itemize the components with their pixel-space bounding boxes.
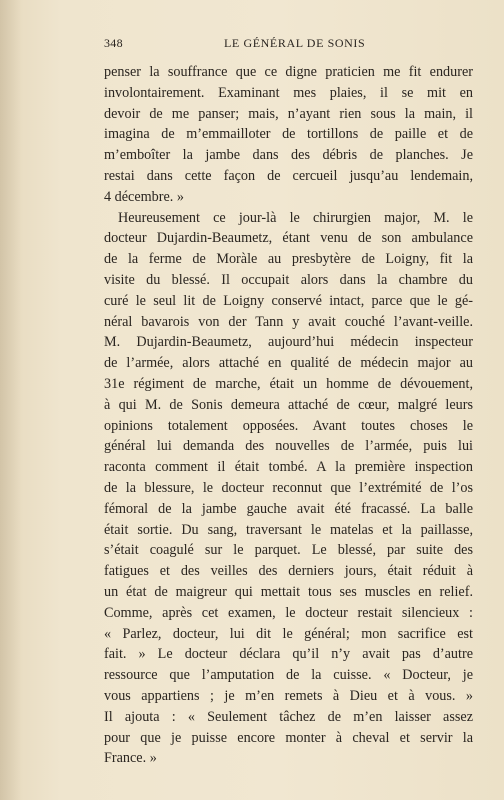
- text-line: Il ajouta : « Seulement tâchez de m’en laisser assez: [104, 708, 473, 725]
- paragraph-start-line: Heureusement ce jour-là le chirurgien major, M. le: [118, 209, 473, 226]
- text-line: fatigues et des veilles des derniers jours, était réduit à: [104, 563, 473, 580]
- text-line: France. »: [104, 750, 157, 767]
- text-line: M. Dujardin-Beaumetz, aujourd’hui médecin inspecteur: [104, 334, 473, 351]
- running-title: LE GÉNÉRAL DE SONIS: [224, 36, 366, 50]
- text-line: docteur Dujardin-Beaumetz, étant venu de son ambulance: [104, 230, 473, 247]
- text-line: raconta comment il était tombé. A la première inspection: [104, 459, 473, 476]
- text-line: s’était coagulé sur le parquet. Le blessé, par suite des: [104, 542, 473, 559]
- text-line: involontairement. Examinant mes plaies, il se mit en: [104, 84, 473, 101]
- text-line: était sortie. Du sang, traversant le matelas et la paillasse,: [104, 521, 473, 538]
- text-line: pour que je puisse encore monter à cheval et servir la: [104, 729, 473, 746]
- text-line: ressource que l’amputation de la cuisse. « Docteur, je: [104, 667, 473, 684]
- text-line: de l’armée, alors attaché en qualité de médecin major au: [104, 355, 473, 372]
- text-line: général lui demanda des nouvelles de l’armée, puis lui: [104, 438, 473, 455]
- text-line: néral bavarois von der Tann y avait couché l’avant-veille.: [104, 313, 473, 330]
- body-text: [104, 62, 473, 769]
- text-line: 4 décembre. »: [104, 188, 184, 205]
- text-line: curé le seul lit de Loigny conservé intact, parce que le gé-: [104, 292, 473, 309]
- text-line: un état de maigreur qui mettait tous ses muscles en relief.: [104, 583, 473, 600]
- text-line: fémoral de la jambe gauche avait été fracassé. La balle: [104, 500, 473, 517]
- text-line: de la blessure, le docteur reconnut que l’extrémité de l’os: [104, 479, 473, 496]
- page-binding-shadow: [0, 0, 22, 800]
- page-header: [104, 36, 476, 52]
- text-line: m’emboîter la jambe dans des débris de planches. Je: [104, 147, 473, 164]
- text-line: devoir de me panser; mais, n’ayant rien sous la main, il: [104, 105, 473, 122]
- text-line: vous appartiens ; je m’en remets à Dieu et à vous. »: [104, 687, 473, 704]
- text-line: visite du blessé. Il occupait alors dans la chambre du: [104, 271, 473, 288]
- text-line: opinions totalement opposées. Avant toutes choses le: [104, 417, 473, 434]
- text-line: de la ferme de Moràle au presbytère de Loigny, fit la: [104, 251, 473, 268]
- text-line: Comme, après cet examen, le docteur restait silencieux :: [104, 604, 473, 621]
- text-line: penser la souffrance que ce digne praticien me fit endurer: [104, 64, 473, 80]
- page-number: 348: [104, 36, 123, 50]
- text-line: 31e régiment de marche, était un homme de dévouement,: [104, 375, 473, 392]
- text-line: fait. » Le docteur déclara qu’il n’y avait pas d’autre: [104, 646, 473, 663]
- text-line: « Parlez, docteur, lui dit le général; mon sacrifice est: [104, 625, 473, 642]
- text-line: imagina de m’emmailloter de tortillons de paille et de: [104, 126, 473, 143]
- text-line: restai dans cette façon de cercueil jusqu’au lendemain,: [104, 167, 473, 184]
- text-line: à qui M. de Sonis demeura attaché de cœur, malgré leurs: [104, 396, 473, 413]
